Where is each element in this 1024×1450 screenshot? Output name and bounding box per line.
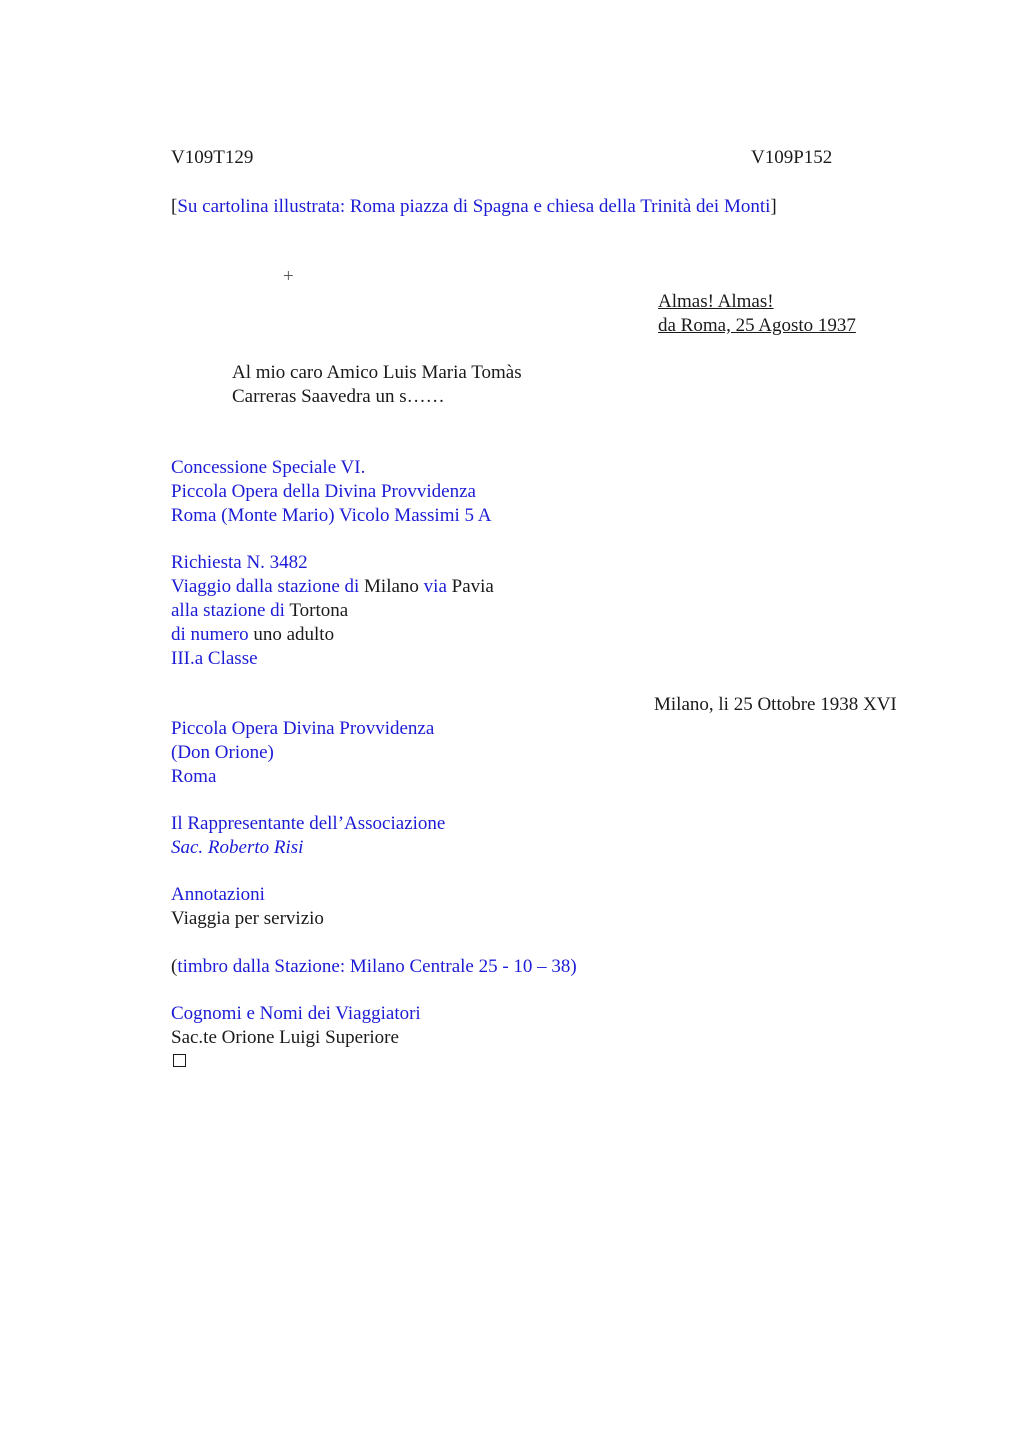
cross-mark: + [283, 266, 294, 287]
stamp-text: timbro dalla Stazione: Milano Centrale 25 - 10 – 38) [177, 956, 577, 977]
issue-date: Milano, li 25 Ottobre 1938 XVI [654, 694, 897, 715]
to-value: Tortona [289, 600, 349, 621]
count-label: di numero [171, 624, 249, 645]
message-line-1: Al mio caro Amico Luis Maria Tomàs [232, 362, 522, 383]
issuer-line-1: Piccola Opera Divina Provvidenza [171, 718, 435, 739]
document-code-left: V109T129 [171, 147, 254, 168]
travellers-label: Cognomi e Nomi dei Viaggiatori [171, 1003, 421, 1024]
request-route [171, 575, 494, 599]
via-value: Pavia [451, 576, 494, 597]
annotations-block [171, 883, 324, 931]
issuer-line-2: (Don Orione) [171, 742, 274, 763]
editorial-note [171, 195, 777, 219]
stamp-paren: ( [171, 956, 178, 977]
postcard-heading [658, 290, 856, 338]
request-number: Richiesta N. 3482 [171, 552, 308, 573]
concession-line-3: Roma (Monte Mario) Vicolo Massimi 5 A [171, 505, 492, 526]
from-label: Viaggio dalla stazione di [171, 576, 360, 597]
issuer-block [171, 717, 434, 789]
concession-line-1: Concessione Speciale VI. [171, 457, 366, 478]
concession-block [171, 456, 491, 528]
document-code-right: V109P152 [751, 147, 833, 168]
postcard-greeting: Almas! Almas! [658, 291, 774, 312]
representative-label: Il Rappresentante dell’Associazione [171, 813, 446, 834]
travellers-value: Sac.te Orione Luigi Superiore [171, 1027, 399, 1048]
empty-box-icon [173, 1048, 186, 1072]
via-label: via [423, 576, 447, 597]
bracket-close: ] [770, 196, 777, 217]
bracket-open: [ [171, 196, 178, 217]
concession-line-2: Piccola Opera della Divina Provvidenza [171, 481, 476, 502]
annotations-value: Viaggia per servizio [171, 908, 324, 929]
request-class: III.a Classe [171, 648, 258, 669]
representative-name: Sac. Roberto Risi [171, 837, 304, 858]
count-value: uno adulto [253, 624, 335, 645]
postcard-message [232, 361, 522, 409]
postcard-place-date: da Roma, 25 Agosto 1937 [658, 315, 856, 336]
issuer-line-3: Roma [171, 766, 217, 787]
annotations-label: Annotazioni [171, 884, 265, 905]
travellers-block [171, 1002, 421, 1050]
to-label: alla stazione di [171, 600, 285, 621]
from-value: Milano [364, 576, 419, 597]
stamp-note [171, 955, 577, 979]
request-destination [171, 599, 494, 623]
request-count [171, 623, 494, 647]
message-line-2: Carreras Saavedra un s…… [232, 386, 445, 407]
request-block [171, 551, 494, 671]
representative-block [171, 812, 445, 860]
editorial-note-text: Su cartolina illustrata: Roma piazza di Spagna e chiesa della Trinità dei Monti [177, 196, 771, 217]
